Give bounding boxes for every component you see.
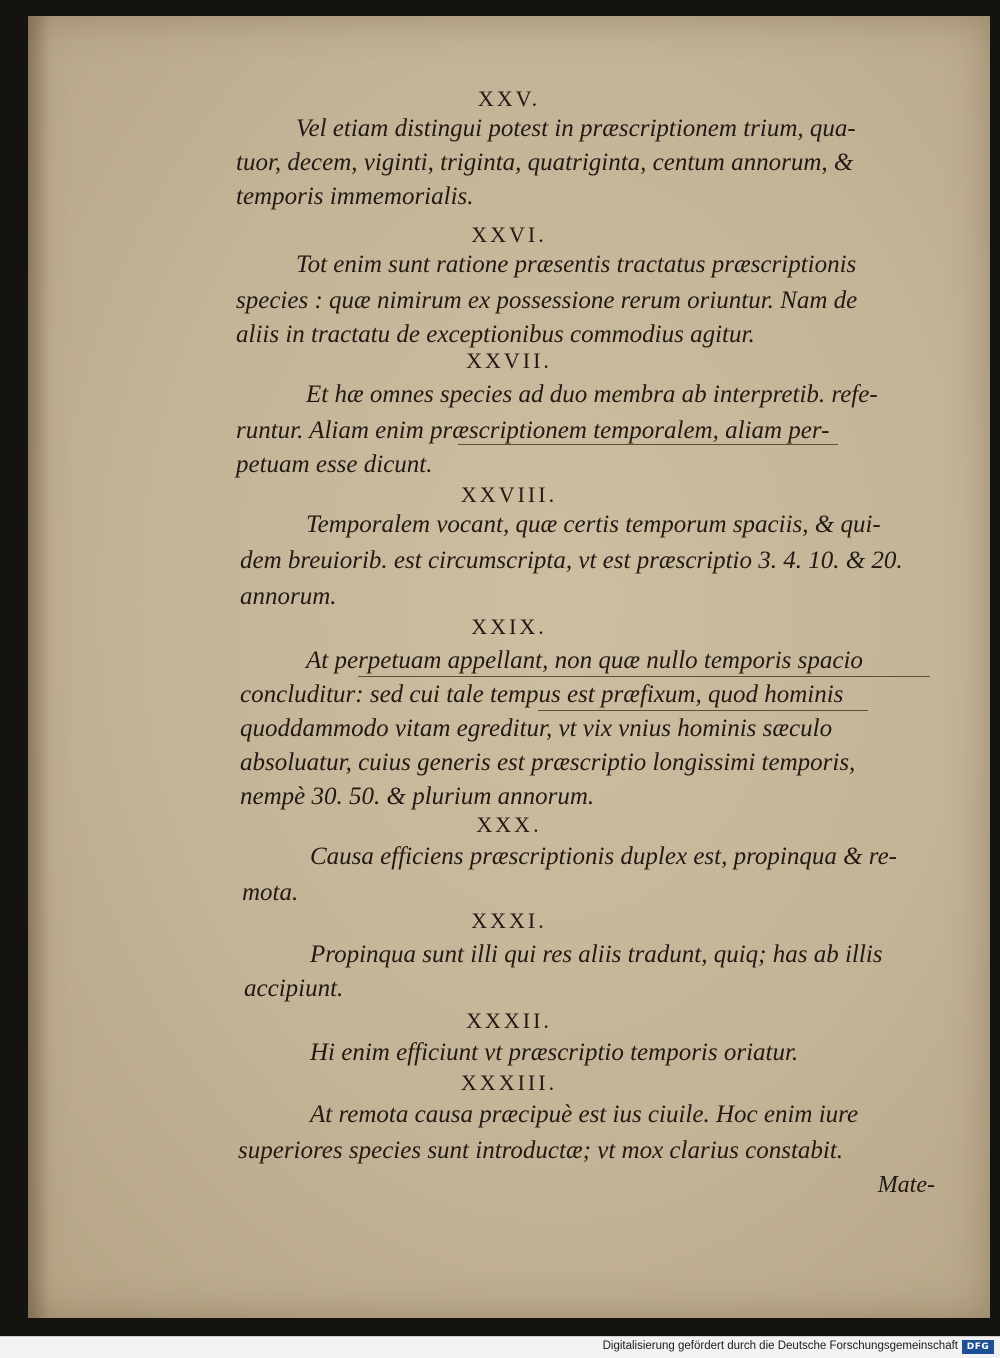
- text-line: runtur. Aliam enim præscriptionem temporalem, aliam per-: [236, 417, 830, 444]
- text-line: dem breuiorib. est circumscripta, vt est præscriptio 3. 4. 10. & 20.: [240, 547, 903, 574]
- text-line: temporis immemorialis.: [236, 183, 474, 210]
- text-line: accipiunt.: [244, 975, 344, 1002]
- text-line: Hi enim efficiunt vt præscriptio temporis oriatur.: [310, 1039, 799, 1066]
- dfg-logo[interactable]: DFG: [962, 1340, 994, 1354]
- text-line: quoddammodo vitam egreditur, vt vix vnius hominis sæculo: [240, 715, 833, 742]
- text-line: species : quæ nimirum ex possessione rerum oriuntur. Nam de: [236, 287, 858, 314]
- text-line: annorum.: [240, 583, 337, 610]
- text-line: Tot enim sunt ratione præsentis tractatus præscriptionis: [296, 251, 857, 278]
- book-page: [28, 16, 990, 1318]
- text-line: Et hæ omnes species ad duo membra ab interpretib. refe-: [306, 381, 878, 408]
- text-line: tuor, decem, viginti, triginta, quatriginta, centum annorum, &: [236, 149, 854, 176]
- section-heading: XXVI.: [471, 222, 547, 247]
- text-line: petuam esse dicunt.: [236, 451, 433, 478]
- text-line: At remota causa præcipuè est ius ciuile. Hoc enim iure: [310, 1101, 859, 1128]
- ink-underline: [458, 444, 838, 445]
- text-line: At perpetuam appellant, non quæ nullo temporis spacio: [306, 647, 863, 674]
- text-line: concluditur: sed cui tale tempus est præfixum, quod hominis: [240, 681, 844, 708]
- text-line: absoluatur, cuius generis est præscriptio longissimi temporis,: [240, 749, 856, 776]
- text-line: aliis in tractatu de exceptionibus commodius agitur.: [236, 321, 755, 348]
- catchword: Mate-: [877, 1172, 935, 1198]
- text-line: Causa efficiens præscriptionis duplex est, propinqua & re-: [310, 843, 897, 870]
- ink-underline: [358, 676, 930, 677]
- ink-underline: [538, 710, 868, 711]
- text-line: superiores species sunt introductæ; vt mox clarius constabit.: [238, 1137, 844, 1164]
- section-heading: XXIX.: [471, 614, 547, 639]
- text-line: nempè 30. 50. & plurium annorum.: [240, 783, 595, 810]
- text-line: Temporalem vocant, quæ certis temporum spaciis, & qui-: [306, 511, 881, 538]
- section-heading: XXXIII.: [460, 1070, 558, 1095]
- section-heading: XXXI.: [471, 908, 547, 933]
- section-heading: XXX.: [476, 812, 542, 837]
- section-heading: XXXII.: [466, 1008, 552, 1033]
- text-line: mota.: [242, 879, 299, 906]
- footer-bar: [0, 1336, 1000, 1358]
- section-heading: XXV.: [477, 86, 541, 111]
- section-heading: XXVII.: [466, 348, 552, 373]
- section-heading: XXVIII.: [460, 482, 558, 507]
- text-line: Vel etiam distingui potest in præscriptionem trium, qua-: [296, 115, 856, 142]
- funding-credit: Digitalisierung gefördert durch die Deutsche Forschungsgemeinschaft: [602, 1340, 958, 1352]
- text-line: Propinqua sunt illi qui res aliis tradunt, quiq; has ab illis: [310, 941, 883, 968]
